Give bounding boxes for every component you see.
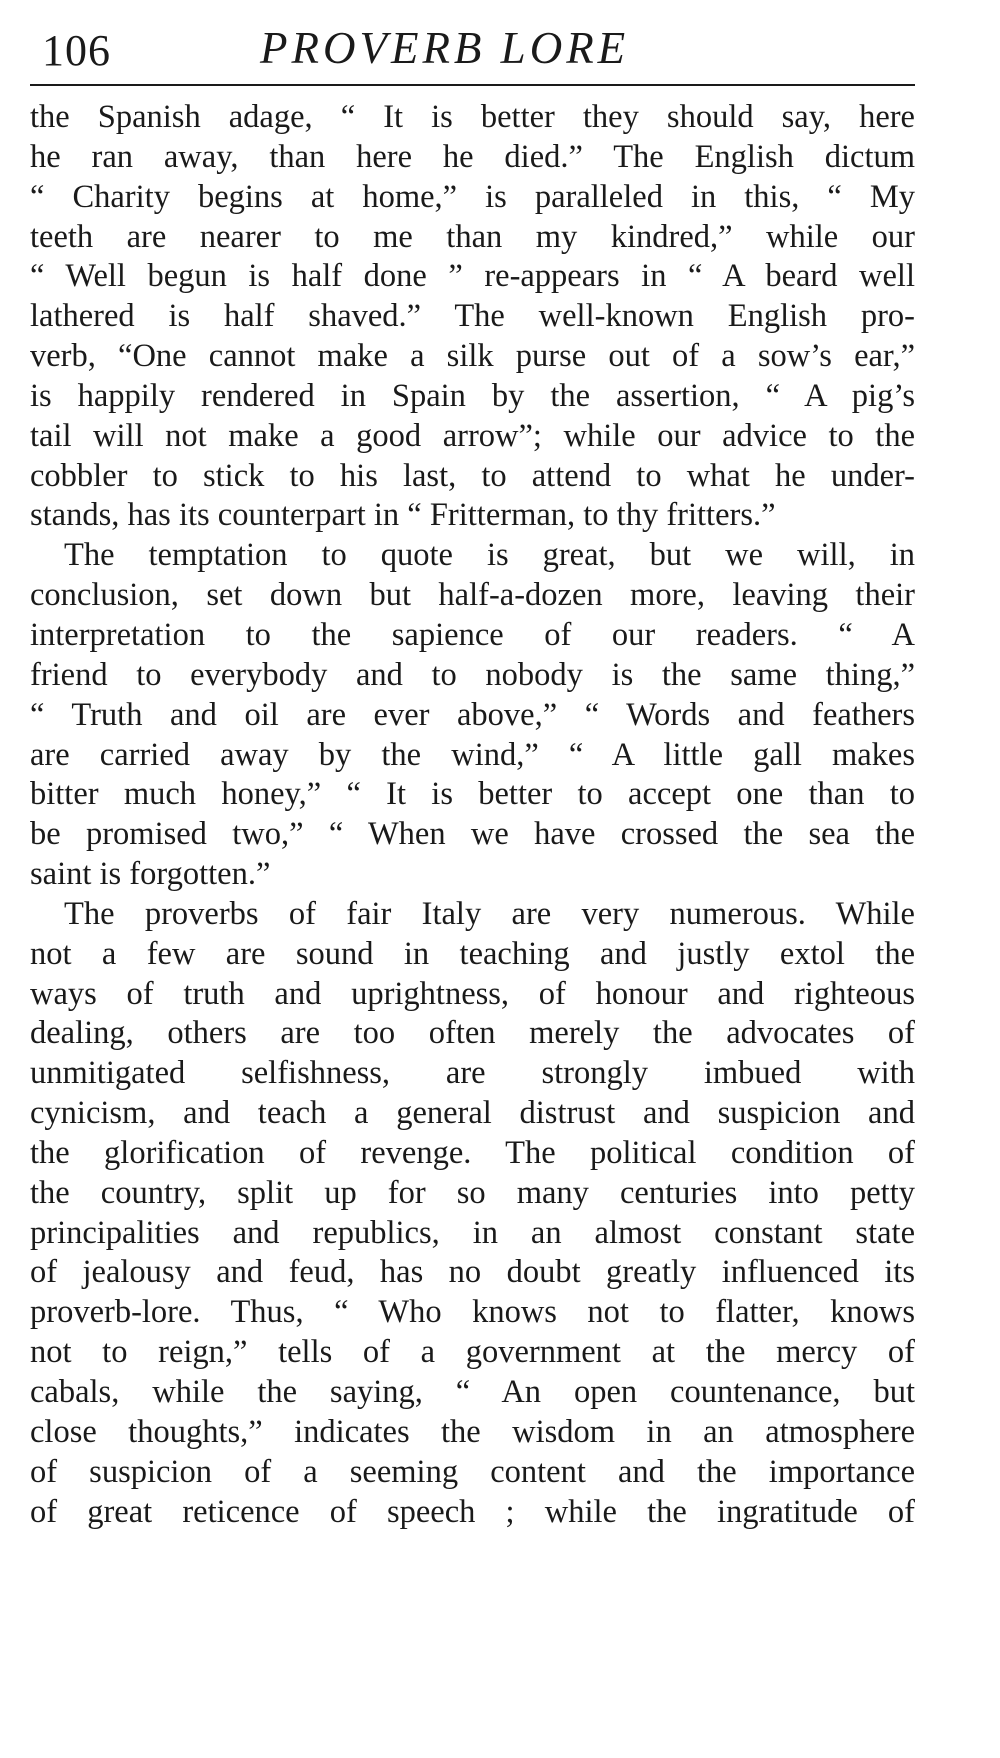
text-line: close thoughts,” indicates the wisdom in an atmosphere: [30, 1413, 915, 1450]
text-line: the country, split up for so many centuries into petty: [30, 1174, 915, 1211]
text-line: The temptation to quote is great, but we will, in: [64, 537, 915, 574]
page-header: [30, 18, 915, 86]
text-line: tail will not make a good arrow”; while our advice to the: [30, 417, 915, 454]
text-line: “ Well begun is half done ” re-appears in “ A beard well: [30, 258, 915, 295]
text-line: of suspicion of a seeming content and the importance: [30, 1453, 915, 1490]
text-line: cabals, while the saying, “ An open countenance, but: [30, 1374, 915, 1410]
text-line: not to reign,” tells of a government at the mercy of: [30, 1334, 915, 1371]
text-line: teeth are nearer to me than my kindred,” while our: [30, 218, 915, 255]
text-line: he ran away, than here he died.” The English dictum: [30, 138, 915, 175]
text-line: principalities and republics, in an almost constant state: [30, 1214, 915, 1251]
text-line: ways of truth and uprightness, of honour and righteous: [30, 975, 915, 1012]
text-line: The proverbs of fair Italy are very numerous. While: [64, 895, 915, 932]
text-line: cynicism, and teach a general distrust and suspicion and: [30, 1095, 915, 1132]
text-line: dealing, others are too often merely the advocates of: [30, 1015, 915, 1052]
text-line: friend to everybody and to nobody is the same thing,”: [30, 656, 915, 693]
text-line: verb, “One cannot make a silk purse out of a sow’s ear,”: [30, 338, 915, 375]
text-line: of jealousy and feud, has no doubt greatly influenced its: [30, 1254, 915, 1291]
book-page: [30, 18, 915, 1738]
text-line: bitter much honey,” “ It is better to accept one than to: [30, 776, 915, 813]
text-line: is happily rendered in Spain by the assertion, “ A pig’s: [30, 377, 915, 414]
text-line: interpretation to the sapience of our readers. “ A: [30, 616, 915, 653]
text-line: conclusion, set down but half-a-dozen more, leaving their: [30, 577, 915, 614]
text-line: unmitigated selfishness, are strongly imbued with: [30, 1055, 915, 1092]
text-line: the glorification of revenge. The political condition of: [30, 1134, 915, 1171]
text-line: the Spanish adage, “ It is better they should say, here: [30, 99, 915, 135]
running-title: PROVERB LORE: [260, 23, 630, 73]
text-line: of great reticence of speech ; while the ingratitude of: [30, 1493, 915, 1530]
text-line: not a few are sound in teaching and justly extol the: [30, 935, 915, 972]
page-number: 106: [42, 26, 111, 75]
text-line: cobbler to stick to his last, to attend to what he under-: [30, 457, 915, 494]
text-line: saint is forgotten.”: [30, 856, 271, 893]
text-line: lathered is half shaved.” The well-known English pro-: [30, 298, 915, 335]
text-line: are carried away by the wind,” “ A little gall makes: [30, 736, 915, 773]
text-line: “ Truth and oil are ever above,” “ Words and feathers: [30, 696, 915, 733]
text-line: proverb-lore. Thus, “ Who knows not to flatter, knows: [30, 1294, 915, 1331]
text-line: stands, has its counterpart in “ Fritterman, to thy fritters.”: [30, 497, 776, 534]
text-line: be promised two,” “ When we have crossed the sea the: [30, 816, 915, 853]
body-text: [30, 98, 915, 1532]
text-line: “ Charity begins at home,” is paralleled in this, “ My: [30, 178, 915, 215]
